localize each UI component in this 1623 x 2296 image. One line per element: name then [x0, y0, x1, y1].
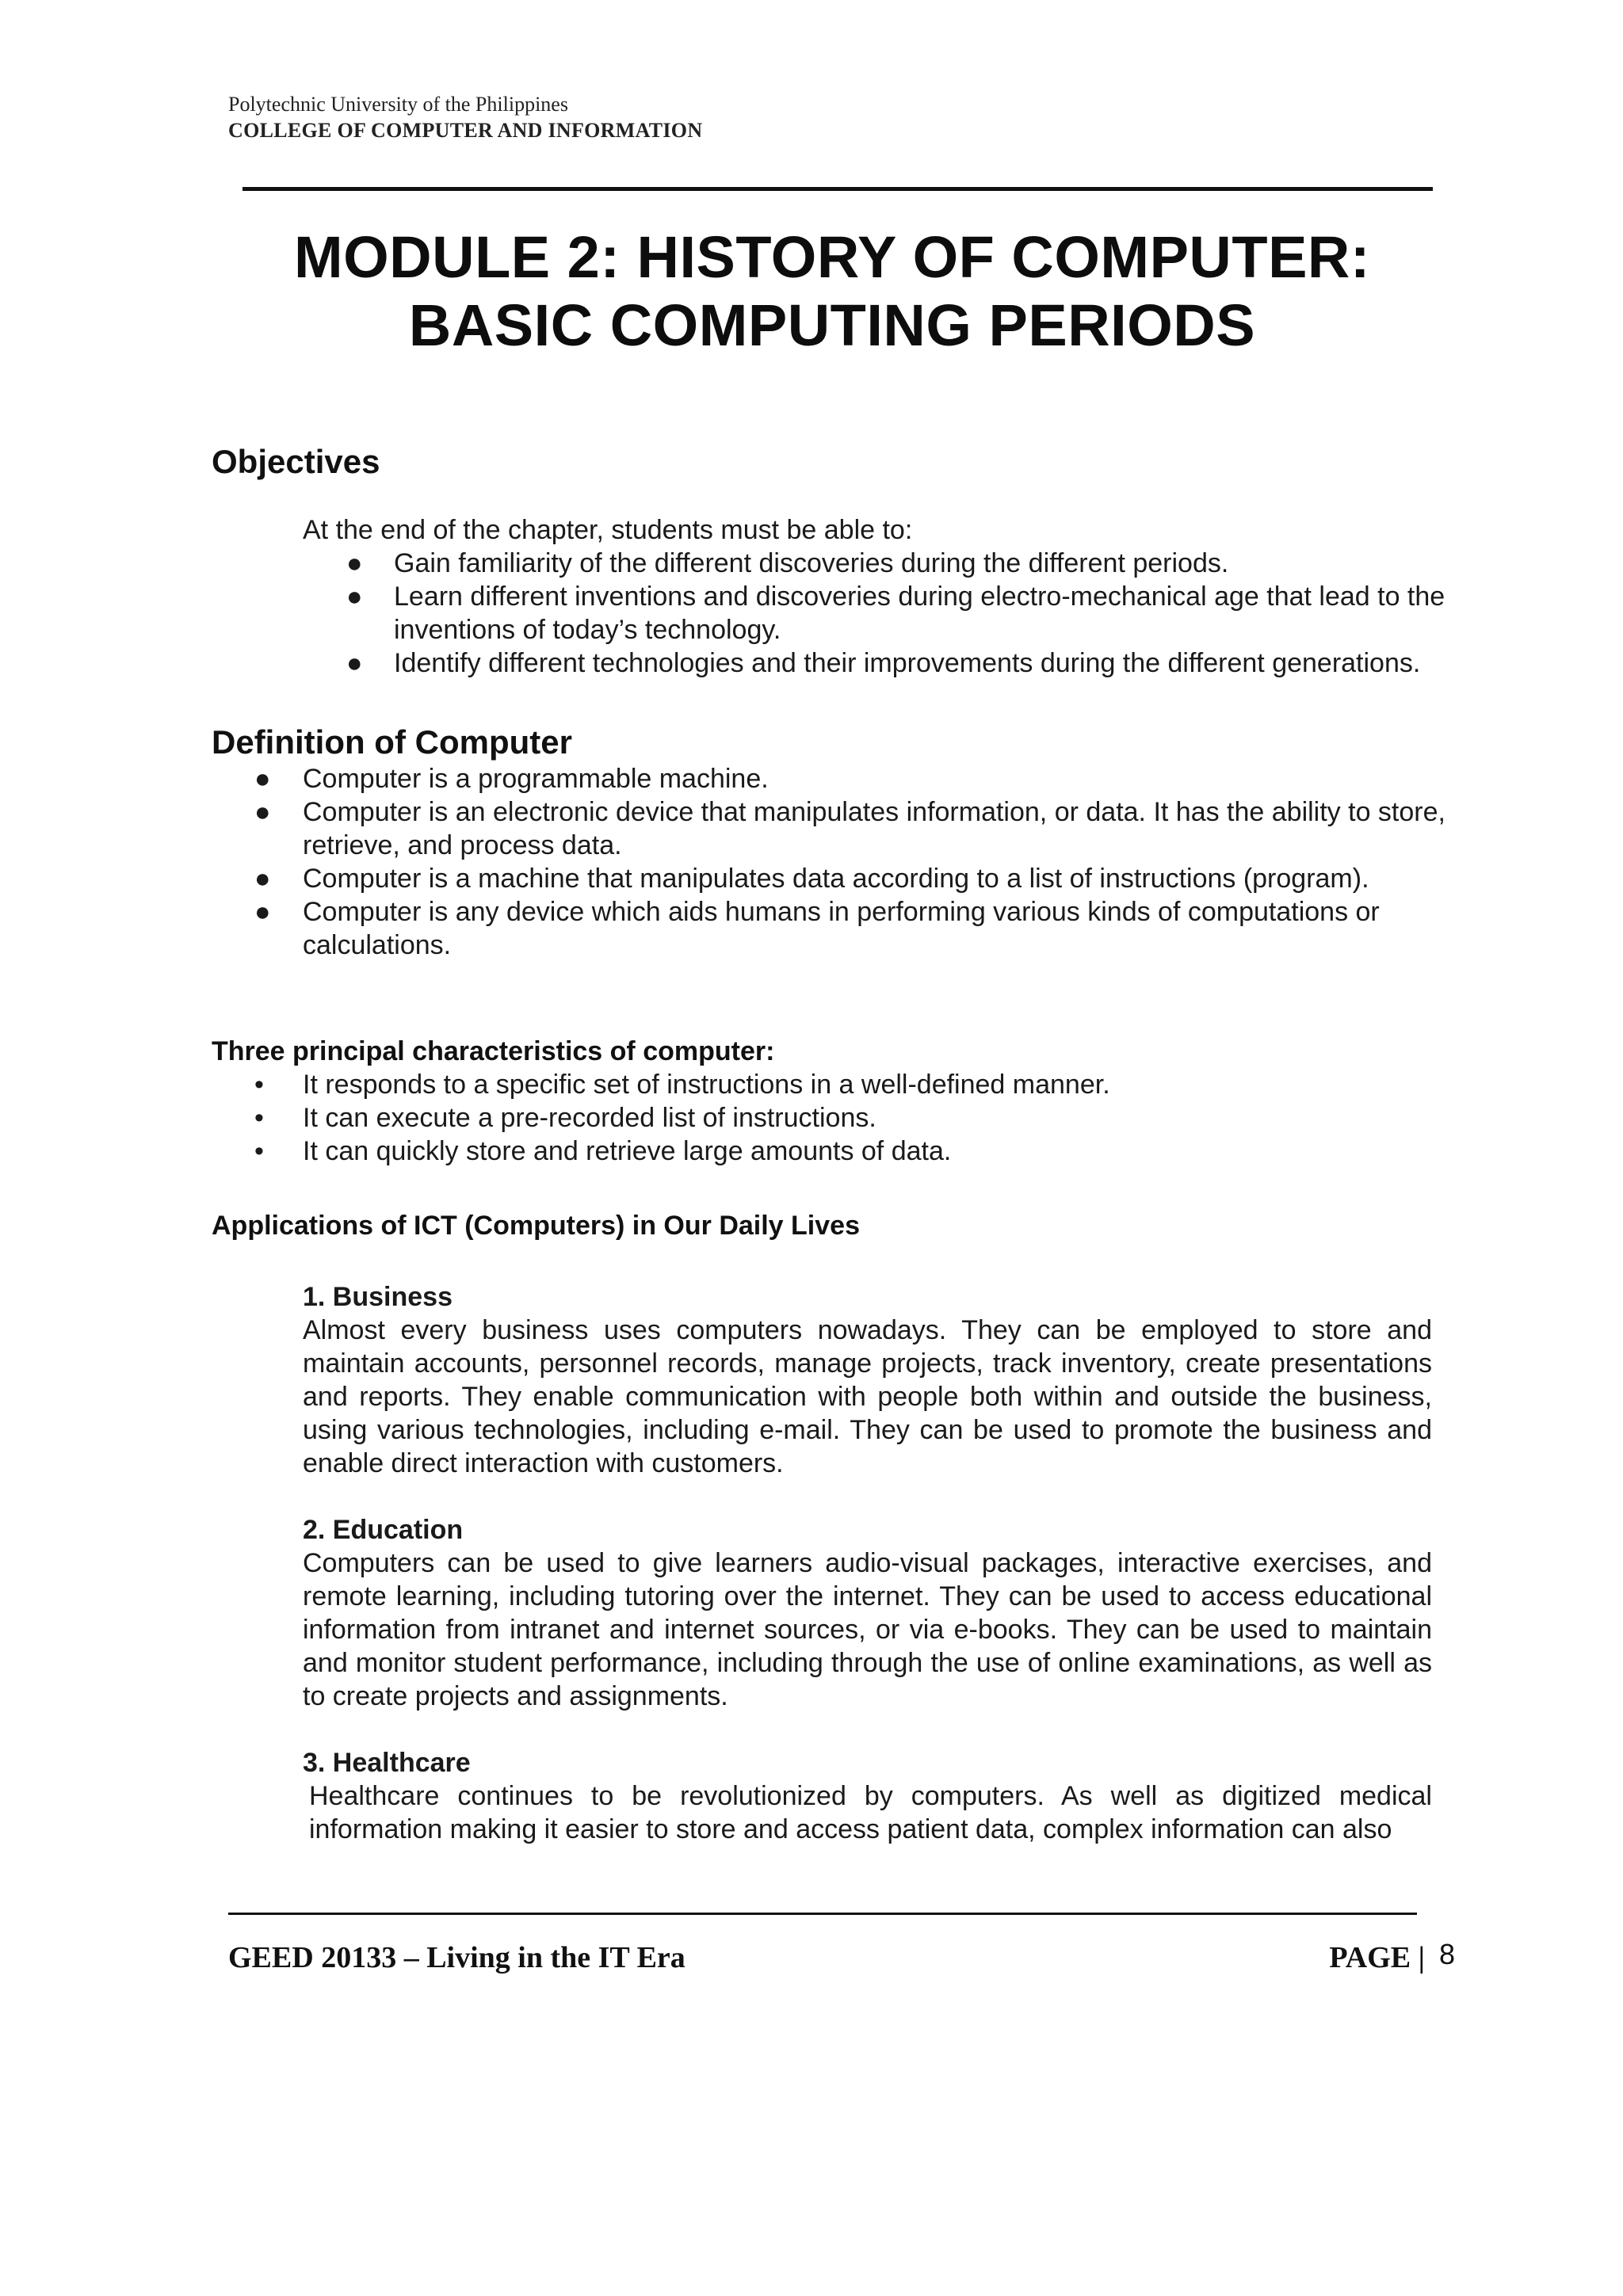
application-business [212, 1280, 1448, 1480]
header-rule [242, 187, 1433, 191]
list-item-text: Identify different technologies and their improvements during the different generations. [394, 648, 1421, 678]
application-body: Healthcare continues to be revolutionized by computers. As well as digitized medical information making it easier to store and access patient data, complex information can also [309, 1781, 1432, 1844]
list-item-text: Computer is an electronic device that manipulates information, or data. It has the ability to store, retrieve, and process data. [303, 797, 1445, 860]
characteristics-heading: Three principal characteristics of computer: [212, 1036, 775, 1066]
footer-rule [228, 1913, 1417, 1915]
list-item [212, 1101, 1448, 1135]
list-item [212, 862, 1448, 895]
list-item-text: It can quickly store and retrieve large amounts of data. [303, 1136, 952, 1166]
bullet-icon: • [254, 1103, 264, 1133]
list-item-text: It responds to a specific set of instructions in a well-defined manner. [303, 1070, 1110, 1100]
list-item [212, 547, 1448, 580]
application-body: Almost every business uses computers nowadays. They can be employed to store and maintain accounts, personnel records, manage projects, track inventory, create presentations and reports. They enable communication with people both within and outside the business, using various technologies, including e-mail. They can be used to promote the business and enable direct interaction with customers. [303, 1315, 1432, 1478]
list-item [212, 1135, 1448, 1168]
page-label: PAGE | [1329, 1941, 1425, 1974]
definition-list [212, 762, 1448, 962]
objectives-intro: At the end of the chapter, students must be able to: [303, 515, 913, 545]
bullet-icon: ● [254, 864, 271, 894]
running-header [228, 92, 702, 144]
definition-heading: Definition of Computer [212, 723, 572, 761]
bullet-icon: • [254, 1136, 264, 1166]
list-item [212, 762, 1448, 795]
list-item [212, 1068, 1448, 1101]
bullet-icon: • [254, 1070, 264, 1100]
objectives-list [212, 547, 1448, 680]
objectives-heading: Objectives [212, 443, 380, 480]
characteristics-section [212, 1035, 1448, 1168]
applications-heading: Applications of ICT (Computers) in Our Daily Lives [212, 1211, 860, 1241]
bullet-icon: ● [346, 582, 363, 612]
objectives-section [212, 442, 1448, 680]
definition-section [212, 723, 1448, 962]
application-title: 3. Healthcare [303, 1748, 471, 1778]
list-item [212, 580, 1448, 646]
college-name: COLLEGE OF COMPUTER AND INFORMATION [228, 119, 703, 142]
applications-section [212, 1209, 1448, 1846]
page-number: 8 [1438, 1938, 1455, 1970]
list-item-text: It can execute a pre-recorded list of instructions. [303, 1103, 876, 1133]
list-item [212, 795, 1448, 862]
application-title: 2. Education [303, 1515, 464, 1545]
page-title-line-2: BASIC COMPUTING PERIODS [408, 292, 1256, 358]
list-item [212, 895, 1448, 962]
bullet-icon: ● [346, 648, 363, 678]
list-item [212, 646, 1448, 680]
list-item-text: Computer is any device which aids humans in performing various kinds of computations or calculations. [303, 897, 1380, 960]
application-education [212, 1513, 1448, 1713]
page-title [206, 223, 1458, 360]
characteristics-list [212, 1068, 1448, 1168]
bullet-icon: ● [254, 764, 271, 794]
list-item-text: Computer is a machine that manipulates data according to a list of instructions (program). [303, 864, 1369, 894]
application-healthcare [212, 1746, 1448, 1846]
university-name: Polytechnic University of the Philippines [228, 93, 568, 116]
page-footer [1329, 1936, 1455, 1976]
list-item-text: Gain familiarity of the different discoveries during the different periods. [394, 548, 1229, 578]
main-content [212, 442, 1448, 1846]
course-footer: GEED 20133 – Living in the IT Era [228, 1941, 685, 1974]
list-item-text: Computer is a programmable machine. [303, 764, 769, 794]
application-body: Computers can be used to give learners audio-visual packages, interactive exercises, and remote learning, including tutoring over the internet. They can be used to access educational information from intranet and internet sources, or via e-books. They can be used to maintain and monitor student performance, including through the use of online examinations, as well as to create projects and assignments. [303, 1548, 1432, 1711]
application-title: 1. Business [303, 1282, 453, 1312]
list-item-text: Learn different inventions and discoveries during electro-mechanical age that lead to the inventions of today’s technology. [394, 582, 1445, 645]
bullet-icon: ● [346, 548, 363, 578]
bullet-icon: ● [254, 797, 271, 827]
bullet-icon: ● [254, 897, 271, 927]
page-title-line-1: MODULE 2: HISTORY OF COMPUTER: [293, 224, 1371, 290]
